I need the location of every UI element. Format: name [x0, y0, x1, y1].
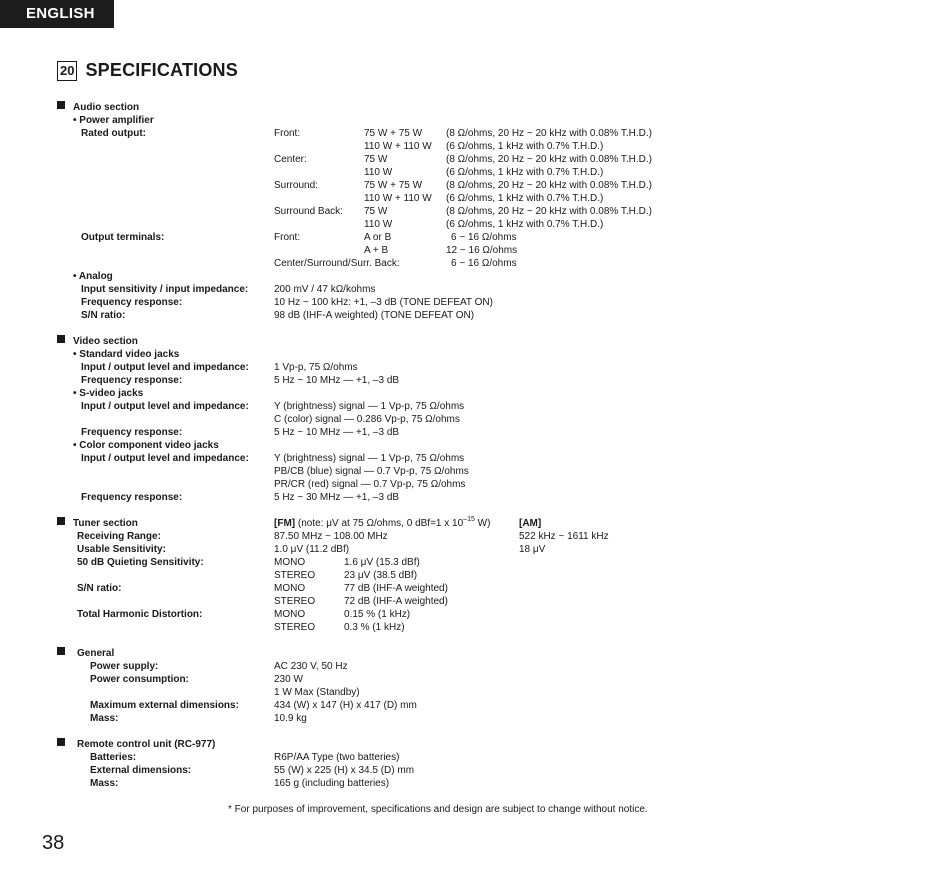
spec-row: [0, 491, 950, 504]
spec-row: [0, 686, 950, 699]
spec-row: [0, 309, 950, 322]
terminal-cond: 6 ~ 16 Ω/ohms: [451, 232, 517, 243]
spec-row: [0, 751, 950, 764]
spacer: [0, 322, 950, 335]
output-terminals-row: [0, 244, 950, 257]
mode: STEREO: [274, 622, 316, 633]
spec-row: [0, 361, 950, 374]
fm-value: 1.0 μV (11.2 dBf): [274, 544, 350, 555]
mode-value: 23 μV (38.5 dBf): [344, 570, 418, 581]
spec-label: External dimensions:: [90, 765, 192, 776]
bullet-square-icon: [57, 647, 65, 655]
spec-label: 50 dB Quieting Sensitivity:: [77, 557, 204, 568]
spec-value: Y (brightness) signal — 1 Vp-p, 75 Ω/ohms: [274, 401, 465, 412]
mode: STEREO: [274, 570, 316, 581]
spacer: [0, 725, 950, 738]
language-tab: ENGLISH: [0, 0, 114, 28]
output-terminals-row: [0, 257, 950, 270]
spec-row: [0, 621, 950, 634]
rated-val: 75 W + 75 W: [364, 128, 423, 139]
mode: MONO: [274, 609, 306, 620]
spec-row: [0, 712, 950, 725]
terminal-cond: 6 ~ 16 Ω/ohms: [451, 258, 517, 269]
video-heading-row: [0, 335, 950, 348]
spec-label: Frequency response:: [81, 375, 183, 386]
analog-subheading: • Analog: [73, 271, 113, 282]
fm-note-unit: W): [474, 518, 491, 529]
standard-video-subheading: • Standard video jacks: [73, 349, 180, 360]
rated-cond: (6 Ω/ohms, 1 kHz with 0.7% T.H.D.): [446, 141, 604, 152]
spec-value: R6P/AA Type (two batteries): [274, 752, 400, 763]
rated-output-row: [0, 127, 950, 140]
rated-output-row: [0, 205, 950, 218]
spec-value: 434 (W) x 147 (H) x 417 (D) mm: [274, 700, 417, 711]
spec-row: [0, 374, 950, 387]
am-value: 522 kHz ~ 1611 kHz: [519, 531, 609, 542]
terminal-pos: Center/Surround/Surr. Back:: [274, 258, 400, 269]
terminal-cond: 12 ~ 16 Ω/ohms: [446, 245, 518, 256]
section-number: 20: [57, 61, 77, 81]
remote-heading: Remote control unit (RC-977): [77, 739, 216, 750]
mode-value: 0.15 % (1 kHz): [344, 609, 411, 620]
spec-row: [0, 413, 950, 426]
rated-val: 110 W: [364, 219, 393, 230]
bullet-square-icon: [57, 101, 65, 109]
spec-label: Input / output level and impedance:: [81, 362, 249, 373]
spec-label: Input sensitivity / input impedance:: [81, 284, 249, 295]
rated-cond: (8 Ω/ohms, 20 Hz ~ 20 kHz with 0.08% T.H.D.): [446, 180, 652, 191]
rated-val: 110 W: [364, 167, 393, 178]
rated-output-row: [0, 153, 950, 166]
spec-value: PR/CR (red) signal — 0.7 Vp-p, 75 Ω/ohms: [274, 479, 466, 490]
rated-cond: (6 Ω/ohms, 1 kHz with 0.7% T.H.D.): [446, 193, 604, 204]
spec-label: Maximum external dimensions:: [90, 700, 239, 711]
component-video-subheading: • Color component video jacks: [73, 440, 219, 451]
fm-note-exponent: –15: [463, 515, 475, 523]
rated-output-row: [0, 192, 950, 205]
rated-val: 110 W + 110 W: [364, 193, 432, 204]
spec-value: 200 mV / 47 kΩ/kohms: [274, 284, 376, 295]
spec-value: 1 W Max (Standby): [274, 687, 360, 698]
spec-row: [0, 673, 950, 686]
spec-row: [0, 400, 950, 413]
bullet-square-icon: [57, 738, 65, 746]
fm-note-text: (note: μV at 75 Ω/ohms, 0 dBf=1 x 10: [297, 518, 464, 529]
terminal-val: A + B: [364, 245, 389, 256]
spec-value: 165 g (including batteries): [274, 778, 390, 789]
output-terminals-label: Output terminals:: [81, 232, 165, 243]
rated-output-row: [0, 140, 950, 153]
spec-value: 5 Hz ~ 10 MHz — +1, –3 dB: [274, 427, 400, 438]
svideo-subheading: • S-video jacks: [73, 388, 144, 399]
rated-cond: (6 Ω/ohms, 1 kHz with 0.7% T.H.D.): [446, 219, 604, 230]
spec-value: C (color) signal — 0.286 Vp-p, 75 Ω/ohms: [274, 414, 460, 425]
fm-note: [274, 517, 490, 530]
component-video-row: [0, 439, 950, 452]
spec-row: [0, 556, 950, 569]
terminal-pos: Front:: [274, 232, 301, 243]
spec-value: AC 230 V, 50 Hz: [274, 661, 348, 672]
output-terminals-row: [0, 231, 950, 244]
spec-label: Total Harmonic Distortion:: [77, 609, 203, 620]
spec-row: [0, 478, 950, 491]
standard-video-row: [0, 348, 950, 361]
spec-label: Power consumption:: [90, 674, 189, 685]
spec-value: 1 Vp-p, 75 Ω/ohms: [274, 362, 358, 373]
page-number: 38: [42, 832, 65, 854]
spec-value: Y (brightness) signal — 1 Vp-p, 75 Ω/ohms: [274, 453, 465, 464]
rated-val: 75 W + 75 W: [364, 180, 423, 191]
spec-row: [0, 582, 950, 595]
spec-label: Frequency response:: [81, 492, 183, 503]
spec-value: PB/CB (blue) signal — 0.7 Vp-p, 75 Ω/ohms: [274, 466, 469, 477]
rated-pos: Surround Back:: [274, 206, 343, 217]
spec-row: [0, 569, 950, 582]
spec-label: Mass:: [90, 778, 119, 789]
spec-label: S/N ratio:: [77, 583, 122, 594]
page-title: SPECIFICATIONS: [85, 60, 238, 80]
spec-label: Batteries:: [90, 752, 137, 763]
bullet-square-icon: [57, 517, 65, 525]
rated-pos: Front:: [274, 128, 301, 139]
mode-value: 72 dB (IHF-A weighted): [344, 596, 448, 607]
general-heading: General: [77, 648, 115, 659]
spec-row: [0, 777, 950, 790]
remote-heading-row: [0, 738, 950, 751]
tuner-heading: Tuner section: [73, 518, 138, 529]
general-heading-row: [0, 647, 950, 660]
power-amp-subheading: • Power amplifier: [73, 115, 154, 126]
spec-row: [0, 764, 950, 777]
spec-row: [0, 452, 950, 465]
spec-value: 5 Hz ~ 30 MHz — +1, –3 dB: [274, 492, 400, 503]
spec-label: S/N ratio:: [81, 310, 126, 321]
spec-row: [0, 283, 950, 296]
mode-value: 0.3 % (1 kHz): [344, 622, 405, 633]
spec-value: 10 Hz ~ 100 kHz: +1, –3 dB (TONE DEFEAT ON): [274, 297, 493, 308]
spec-label: Mass:: [90, 713, 119, 724]
fm-tag: [FM]: [274, 518, 296, 529]
spec-label: Frequency response:: [81, 427, 183, 438]
audio-heading: Audio section: [73, 102, 140, 113]
audio-heading-row: [0, 101, 950, 114]
spec-value: 55 (W) x 225 (H) x 34.5 (D) mm: [274, 765, 415, 776]
power-amp-row: [0, 114, 950, 127]
video-heading: Video section: [73, 336, 138, 347]
rated-pos: Center:: [274, 154, 307, 165]
am-tag: [AM]: [519, 518, 542, 529]
rated-output-row: [0, 218, 950, 231]
spec-value: 98 dB (IHF-A weighted) (TONE DEFEAT ON): [274, 310, 475, 321]
section-title: [57, 60, 238, 81]
spec-value: 5 Hz ~ 10 MHz — +1, –3 dB: [274, 375, 400, 386]
spec-value: 230 W: [274, 674, 303, 685]
spec-row: [0, 465, 950, 478]
spec-row: [0, 296, 950, 309]
am-value: 18 μV: [519, 544, 546, 555]
spacer: [0, 504, 950, 517]
spec-row: [0, 660, 950, 673]
bullet-square-icon: [57, 335, 65, 343]
spec-label: Input / output level and impedance:: [81, 453, 249, 464]
rated-cond: (6 Ω/ohms, 1 kHz with 0.7% T.H.D.): [446, 167, 604, 178]
rated-pos: Surround:: [274, 180, 318, 191]
spec-row: [0, 608, 950, 621]
rated-val: 75 W: [364, 154, 388, 165]
rated-output-label: Rated output:: [81, 128, 146, 139]
mode: STEREO: [274, 596, 316, 607]
mode-value: 1.6 μV (15.3 dBf): [344, 557, 420, 568]
spec-label: Power supply:: [90, 661, 159, 672]
rated-cond: (8 Ω/ohms, 20 Hz ~ 20 kHz with 0.08% T.H.D.): [446, 154, 652, 165]
footnote: * For purposes of improvement, specifications and design are subject to change without notice.: [228, 804, 648, 815]
rated-val: 75 W: [364, 206, 388, 217]
fm-value: 87.50 MHz ~ 108.00 MHz: [274, 531, 388, 542]
rated-output-row: [0, 166, 950, 179]
rated-val: 110 W + 110 W: [364, 141, 432, 152]
spec-label: Receiving Range:: [77, 531, 161, 542]
tuner-heading-row: [0, 517, 950, 530]
mode: MONO: [274, 583, 306, 594]
spec-label: Usable Sensitivity:: [77, 544, 166, 555]
mode-value: 77 dB (IHF-A weighted): [344, 583, 448, 594]
spec-row: [0, 426, 950, 439]
spec-row: [0, 543, 950, 556]
spacer: [0, 634, 950, 647]
rated-output-row: [0, 179, 950, 192]
spec-row: [0, 595, 950, 608]
spec-row: [0, 530, 950, 543]
spec-row: [0, 699, 950, 712]
mode: MONO: [274, 557, 306, 568]
rated-cond: (8 Ω/ohms, 20 Hz ~ 20 kHz with 0.08% T.H.D.): [446, 128, 652, 139]
specifications-body: [0, 101, 950, 790]
spec-label: Input / output level and impedance:: [81, 401, 249, 412]
svideo-row: [0, 387, 950, 400]
rated-cond: (8 Ω/ohms, 20 Hz ~ 20 kHz with 0.08% T.H.D.): [446, 206, 652, 217]
spec-label: Frequency response:: [81, 297, 183, 308]
analog-row: [0, 270, 950, 283]
terminal-val: A or B: [364, 232, 392, 243]
spec-value: 10.9 kg: [274, 713, 307, 724]
